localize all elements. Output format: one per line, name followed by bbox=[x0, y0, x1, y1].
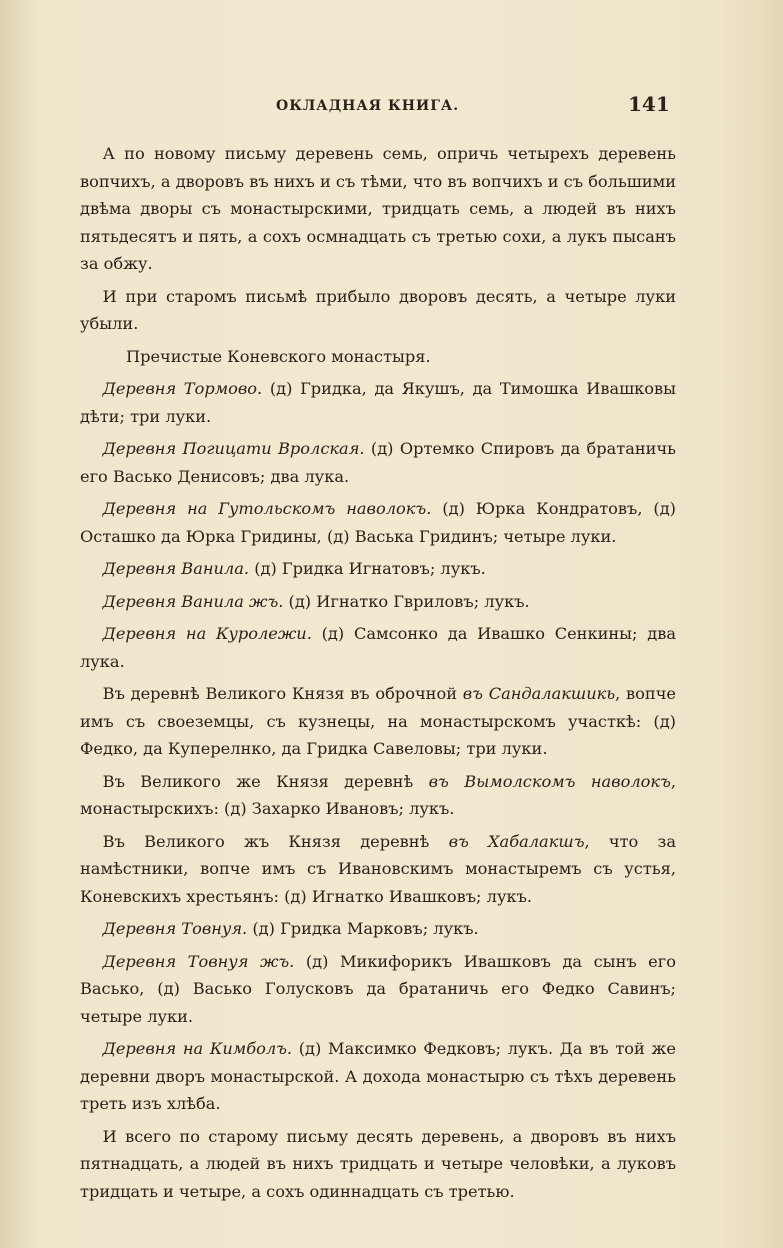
page-body bbox=[80, 140, 676, 1210]
village-entry: Деревня на Гутольскомъ наволокъ. (д) Юрка Кондратовъ, (д) Осташко да Юрка Гридины, (д) Васька Гридинъ; четыре луки. bbox=[80, 499, 676, 546]
village-entry: Деревня Ванила. (д) Гридка Игнатовъ; лукъ. bbox=[102, 559, 486, 578]
village-entry: Деревня Ванила жъ. (д) Игнатко Гвриловъ; лукъ. bbox=[102, 591, 530, 611]
village-entry: Деревня Тормово. (д) Гридка, да Якушъ, да Тимошка Ивашковы дѣти; три луки. bbox=[80, 379, 677, 426]
running-title: ОКЛАДНАЯ КНИГА. bbox=[276, 98, 460, 114]
summary-paragraph: И всего по старому письму десять деревень, а дворовъ въ нихъ пятнадцать, а людей въ нихъ тридцать и четыре человѣки, а луковъ тридцать и четыре, а сохъ одиннадцать съ третью. bbox=[80, 1126, 676, 1201]
paragraph: А по новому письму деревень семь, опричь четырехъ деревень вопчихъ, а дворовъ въ нихъ и съ тѣми, что въ вопчихъ и съ большими двѣма дворы съ монастырскими, тридцать семь, а людей въ нихъ пятьдесятъ и пять, а сохъ осмнадцать съ третью сохи, а лукъ пысанъ за обжу. bbox=[80, 144, 676, 273]
village-entry: Деревня на Кимболъ. (д) Максимко Федковъ; лукъ. Да въ той же деревни дворъ монастырской. А дохода монастырю съ тѣхъ деревень треть изъ хлѣба. bbox=[80, 1039, 676, 1113]
village-entry: Въ Великого жъ Князя деревнѣ въ Хабалакшъ, что за намѣстники, вопче имъ съ Ивановскимъ монастыремъ съ устья, Коневскихъ хрестьянъ: (д) Игнатко Ивашковъ; лукъ. bbox=[80, 831, 676, 906]
village-entry: Въ деревнѣ Великого Князя въ оброчной въ Сандалакшикь, вопче имъ съ своеземцы, съ кузнецы, на монастырскомъ участкѣ: (д) Федко, да Куперелнко, да Гридка Савеловы; три луки. bbox=[80, 684, 676, 758]
village-entry: Въ Великого же Князя деревнѣ въ Вымолскомъ наволокъ, монастырскихъ: (д) Захарко Ивановъ; лукъ. bbox=[80, 771, 676, 818]
page-number: 141 bbox=[628, 92, 670, 116]
village-entry: Деревня Товнуя жъ. (д) Микифорикъ Ивашковъ да сынъ его Васько, (д) Васько Голусковъ да братаничь его Федко Савинъ; четыре луки. bbox=[80, 951, 676, 1026]
village-entry: Деревня на Куролежи. (д) Самсонко да Ивашко Сенкины; два лука. bbox=[80, 624, 676, 671]
section-heading: Пречистые Коневского монастыря. bbox=[126, 346, 431, 366]
paragraph: И при старомъ письмѣ прибыло дворовъ десять, а четыре луки убыли. bbox=[80, 286, 676, 333]
village-entry: Деревня Погицати Вролская. (д) Ортемко Спировъ да братаничь его Васько Денисовъ; два лука. bbox=[80, 439, 676, 486]
page-header bbox=[0, 92, 783, 122]
village-entry: Деревня Товнуя. (д) Гридка Марковъ; лукъ. bbox=[102, 919, 479, 938]
